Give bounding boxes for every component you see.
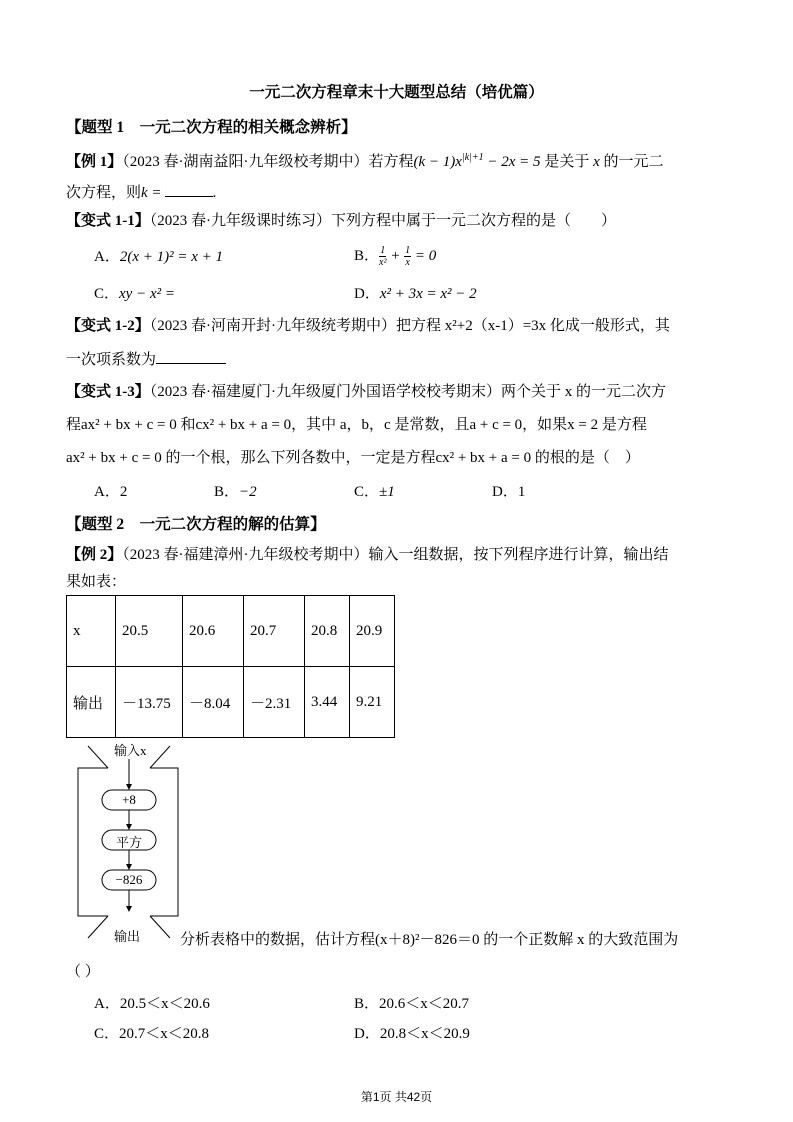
option-b-label: B．	[354, 247, 380, 264]
option-text: 20.7＜x＜20.8	[119, 1026, 210, 1042]
table-cell: 20.7	[244, 596, 305, 667]
example-2-option-b[interactable]	[354, 994, 469, 1014]
funnel-line	[150, 916, 170, 938]
funnel-line	[88, 746, 108, 768]
example-2-sub-question: 分析表格中的数据，估计方程(x＋8)²－826＝0 的一个正数解 x 的大致范围为	[180, 932, 679, 948]
example-2-question	[66, 545, 669, 565]
option-text: −2	[239, 484, 257, 500]
variant-1-3-label: 【变式 1-3】	[66, 384, 150, 400]
variant-1-1-label: 【变式 1-1】	[66, 213, 150, 229]
variant-1-2-text: 把方程 x²+2（x-1）=3x 化成一般形式，其	[396, 318, 670, 334]
document-title: 一元二次方程章末十大题型总结（培优篇）	[249, 84, 544, 101]
arrowhead	[126, 864, 132, 870]
arrowhead	[126, 906, 132, 912]
option-c-text: xy − x² =	[119, 286, 175, 302]
flowchart-input-label: 输入x	[112, 740, 149, 759]
arrowhead	[126, 784, 132, 790]
table-cell: 3.44	[305, 667, 350, 738]
option-text: 20.6＜x＜20.7	[379, 996, 470, 1012]
answer-blank[interactable]	[156, 349, 226, 364]
option-label: D．	[354, 1026, 380, 1042]
example-1-text: 若方程	[368, 154, 414, 170]
example-2-option-a[interactable]	[94, 994, 210, 1014]
answer-parentheses: （ ）	[66, 964, 100, 980]
example-2-source: （2023 春·福建漳州·九年级校考期中）	[122, 547, 369, 563]
example-1-line-1	[66, 148, 664, 172]
variant-1-1-text: 下列方程中属于一元二次方程的是（ ）	[331, 213, 617, 229]
numerator: 1	[405, 245, 411, 256]
variant-1-3-option-b[interactable]	[214, 482, 257, 502]
example-1-source: （2023 春·湖南益阳·九年级校考期中）	[122, 154, 369, 170]
arrowhead	[126, 824, 132, 830]
example-1-equation-rest: − 2x = 5	[483, 154, 541, 170]
example-2-option-d[interactable]	[354, 1024, 470, 1044]
table-cell: 20.6	[183, 596, 244, 667]
table-cell: 20.9	[350, 596, 395, 667]
flowchart-step-add: +8	[122, 792, 136, 807]
option-b[interactable]	[354, 245, 436, 268]
table-row	[67, 596, 395, 667]
variant-1-3-option-c[interactable]	[354, 482, 395, 502]
option-b-rest: = 0	[411, 247, 437, 264]
flowchart-output-label: 输出	[114, 929, 141, 944]
variant-1-3-line-2: 程ax² + bx + c = 0 和cx² + bx + a = 0，其中 a，b，c 是常数，且a + c = 0，如果x = 2 是方程	[66, 417, 647, 433]
option-text: 20.5＜x＜20.6	[119, 996, 210, 1012]
flowchart-step-square: 平方	[115, 835, 142, 850]
example-1-line2-text: 次方程，则	[66, 185, 142, 201]
variant-1-3-option-d[interactable]	[492, 482, 525, 502]
table-row	[67, 667, 395, 738]
option-a-label: A．	[94, 249, 120, 265]
table-cell: 20.5	[116, 596, 183, 667]
section-1-heading: 【题型 1 一元二次方程的相关概念辨析】	[66, 119, 357, 136]
variant-1-2-line2-text: 一次项系数为	[66, 352, 157, 368]
table-cell: －8.04	[183, 667, 244, 738]
option-label: B．	[214, 484, 240, 500]
option-d-text: x² + 3x = x² − 2	[379, 286, 477, 302]
funnel-line	[150, 746, 170, 768]
variant-1-1-source: （2023 春·九年级课时练习）	[149, 213, 331, 229]
example-2-option-c[interactable]	[94, 1024, 209, 1044]
answer-blank[interactable]	[165, 182, 213, 197]
table-cell: 9.21	[350, 667, 395, 738]
option-a-text: 2(x + 1)² = x + 1	[119, 249, 224, 265]
option-d-label: D．	[354, 286, 380, 302]
option-label: B．	[354, 996, 380, 1012]
table-cell: x	[67, 596, 116, 667]
example-1-k: k =	[141, 185, 162, 201]
option-label: A．	[94, 996, 120, 1012]
example-1-text-c: 的一元二	[599, 154, 664, 170]
example-1-exponent: |k|+1	[461, 152, 484, 163]
numerator: 1	[380, 245, 386, 256]
option-text: 1	[517, 484, 526, 500]
variant-1-2-label: 【变式 1-2】	[66, 318, 150, 334]
option-label: A．	[94, 484, 120, 500]
variant-1-2-question	[66, 316, 670, 336]
variant-1-3-source: （2023 春·福建厦门·九年级厦门外国语学校校考期末）	[149, 384, 501, 400]
page-footer: 第1页 共42页	[360, 1090, 433, 1104]
example-2-line-2: 果如表：	[66, 574, 127, 590]
example-1-text-b: 是关于	[540, 154, 594, 170]
option-c[interactable]	[94, 284, 175, 304]
section-2-heading: 【题型 2 一元二次方程的解的估算】	[66, 516, 326, 533]
table-cell: 输出	[67, 667, 116, 738]
table-cell: 20.8	[305, 596, 350, 667]
example-1-line-2	[66, 182, 216, 203]
option-label: C．	[94, 1026, 120, 1042]
option-text: 20.8＜x＜20.9	[379, 1026, 470, 1042]
period: .	[212, 185, 217, 201]
example-1-var: x	[593, 154, 600, 170]
data-table	[66, 595, 395, 738]
option-label: C．	[354, 484, 380, 500]
table-cell: －2.31	[244, 667, 305, 738]
variant-1-1-question	[66, 211, 616, 231]
option-text: 2	[119, 484, 128, 500]
variant-1-3-option-a[interactable]	[94, 482, 127, 502]
variant-1-3-text: 两个关于 x 的一元二次方	[501, 384, 667, 400]
plus: +	[386, 247, 405, 264]
denominator: x²	[379, 257, 387, 268]
flowchart-step-subtract: −826	[115, 872, 143, 887]
option-a[interactable]	[94, 247, 223, 267]
option-c-label: C．	[94, 286, 120, 302]
example-2-text: 输入一组数据，按下列程序进行计算，输出结	[368, 547, 669, 563]
variant-1-3-question	[66, 382, 666, 402]
example-1-equation: (k − 1)x	[413, 154, 462, 170]
variant-1-2-source: （2023 春·河南开封·九年级统考期中）	[149, 318, 396, 334]
funnel-line	[88, 916, 108, 938]
table-cell: －13.75	[116, 667, 183, 738]
variant-1-2-line-2	[66, 349, 226, 370]
denominator: x	[405, 257, 410, 268]
example-2-label: 【例 2】	[66, 547, 123, 563]
variant-1-3-line-3: ax² + bx + c = 0 的一个根，那么下列各数中，一定是方程cx² + bx + a = 0 的根的是（ ）	[66, 450, 640, 466]
option-text: ±1	[379, 484, 395, 500]
flowchart	[74, 740, 184, 950]
example-1-label: 【例 1】	[66, 154, 123, 170]
option-d[interactable]	[354, 284, 477, 304]
option-label: D．	[492, 484, 518, 500]
